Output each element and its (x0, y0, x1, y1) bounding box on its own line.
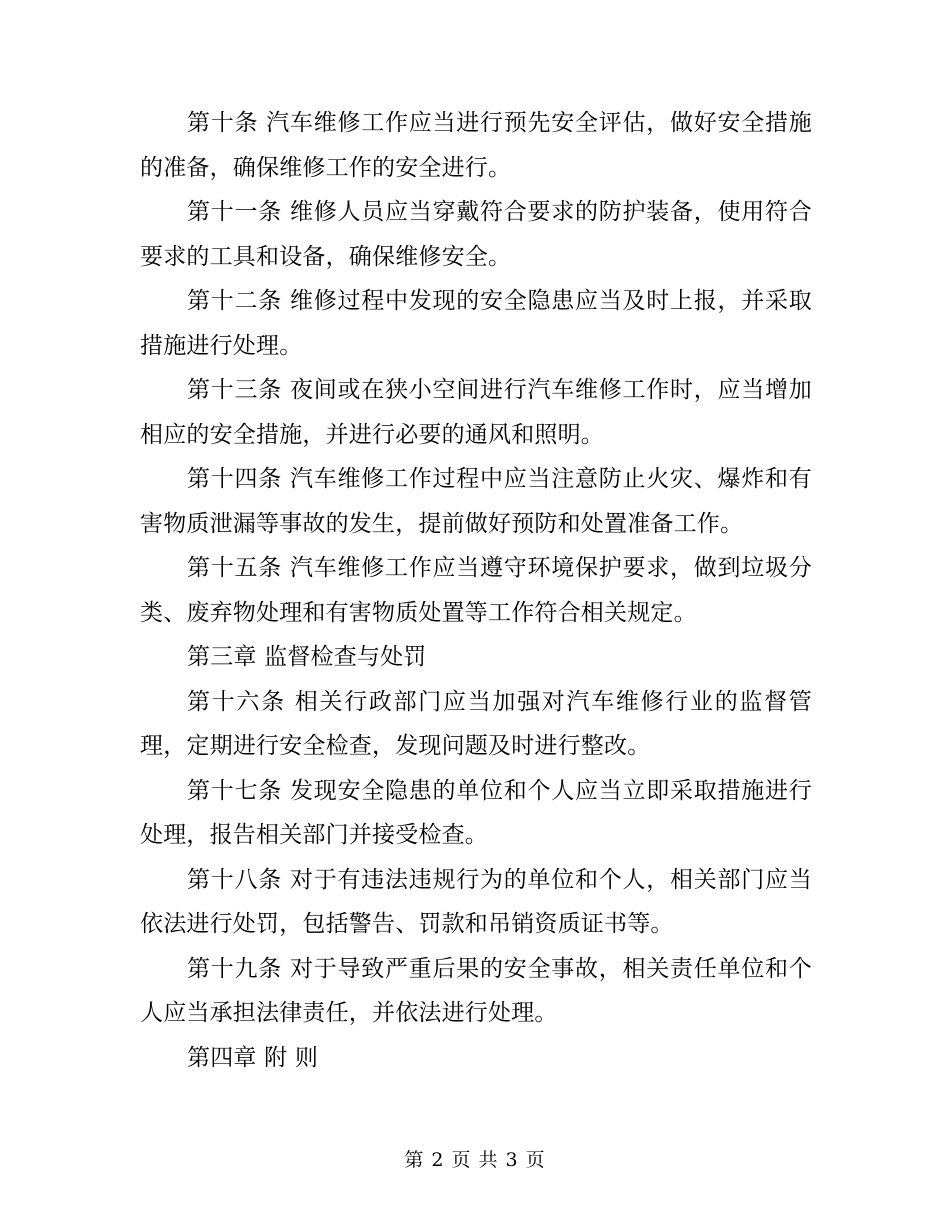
page-number-footer: 第 2 页 共 3 页 (404, 1149, 546, 1171)
article-15: 第十五条 汽车维修工作应当遵守环境保护要求，做到垃圾分类、废弃物处理和有害物质处置等工作符合相关规定。 (140, 555, 812, 626)
chapter-3-heading: 第三章 监督检查与处罚 (187, 644, 427, 670)
article-10: 第十条 汽车维修工作应当进行预先安全评估，做好安全措施的准备，确保维修工作的安全进行。 (140, 110, 812, 181)
article-16: 第十六条 相关行政部门应当加强对汽车维修行业的监督管理，定期进行安全检查，发现问题及时进行整改。 (140, 688, 812, 759)
article-18: 第十八条 对于有违法违规行为的单位和个人，相关部门应当依法进行处罚，包括警告、罚款和吊销资质证书等。 (140, 866, 812, 937)
article-11: 第十一条 维修人员应当穿戴符合要求的防护装备，使用符合要求的工具和设备，确保维修安全。 (140, 199, 812, 270)
article-14: 第十四条 汽车维修工作过程中应当注意防止火灾、爆炸和有害物质泄漏等事故的发生，提前做好预防和处置准备工作。 (140, 466, 812, 537)
article-13: 第十三条 夜间或在狭小空间进行汽车维修工作时，应当增加相应的安全措施，并进行必要的通风和照明。 (140, 377, 812, 448)
chapter-4-heading: 第四章 附 则 (187, 1044, 319, 1071)
article-12: 第十二条 维修过程中发现的安全隐患应当及时上报，并采取措施进行处理。 (140, 288, 812, 359)
document-body (140, 101, 812, 1080)
article-17: 第十七条 发现安全隐患的单位和个人应当立即采取措施进行处理，报告相关部门并接受检查。 (140, 777, 812, 848)
article-19: 第十九条 对于导致严重后果的安全事故，相关责任单位和个人应当承担法律责任，并依法进行处理。 (140, 955, 812, 1026)
